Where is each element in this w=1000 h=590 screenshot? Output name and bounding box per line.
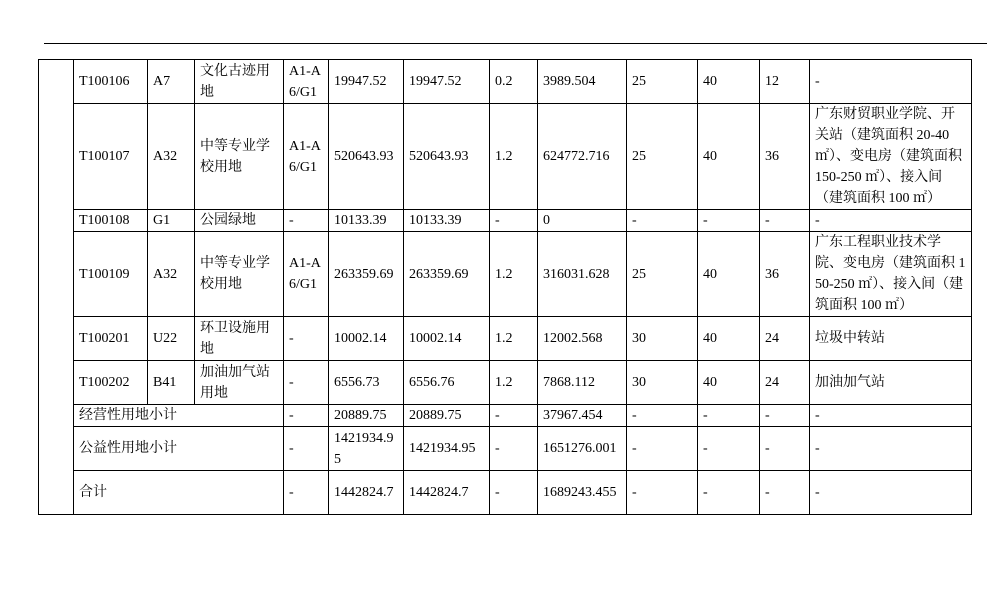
table-cell: -	[810, 471, 972, 515]
table-cell: 40	[698, 60, 760, 104]
table-cell: 广东工程职业技术学院、变电房（建筑面积 150-250 ㎡）、接入间（建筑面积 100 ㎡）	[810, 232, 972, 317]
table-cell: -	[810, 210, 972, 232]
table-cell: 19947.52	[329, 60, 404, 104]
table-cell: 40	[698, 317, 760, 361]
table-cell: T100202	[74, 361, 148, 405]
table-cell: 10133.39	[329, 210, 404, 232]
table-cell: -	[760, 471, 810, 515]
summary-row	[39, 405, 972, 427]
table-cell: 10002.14	[329, 317, 404, 361]
table-row	[39, 60, 972, 104]
table-cell: 加油加气站用地	[195, 361, 284, 405]
table-cell: 中等专业学校用地	[195, 104, 284, 210]
table-cell: 1421934.95	[404, 427, 490, 471]
table-cell: 公园绿地	[195, 210, 284, 232]
table-cell: 广东财贸职业学院、开关站（建筑面积 20-40 ㎡）、变电房（建筑面积 150-250 ㎡）、接入间（建筑面积 100 ㎡）	[810, 104, 972, 210]
table-cell: 520643.93	[329, 104, 404, 210]
table-cell: -	[627, 471, 698, 515]
table-cell: 316031.628	[538, 232, 627, 317]
table-cell: 10002.14	[404, 317, 490, 361]
table-cell: -	[760, 210, 810, 232]
table-cell: 20889.75	[329, 405, 404, 427]
table-cell: -	[627, 210, 698, 232]
table-cell: 文化古迹用地	[195, 60, 284, 104]
table-cell: 520643.93	[404, 104, 490, 210]
table-cell: -	[810, 405, 972, 427]
table-cell: 7868.112	[538, 361, 627, 405]
table-cell: 40	[698, 232, 760, 317]
table-cell: 40	[698, 361, 760, 405]
table-cell: B41	[148, 361, 195, 405]
table-cell: 经营性用地小计	[74, 405, 284, 427]
table-cell: 公益性用地小计	[74, 427, 284, 471]
table-cell: 25	[627, 104, 698, 210]
table-body	[39, 60, 972, 515]
table-cell: T100106	[74, 60, 148, 104]
table-cell: 6556.73	[329, 361, 404, 405]
table-cell: 0.2	[490, 60, 538, 104]
table-cell: -	[284, 317, 329, 361]
table-cell: G1	[148, 210, 195, 232]
table-cell: -	[627, 405, 698, 427]
table-cell: 24	[760, 361, 810, 405]
table-cell: A1-A6/G1	[284, 104, 329, 210]
table-row	[39, 210, 972, 232]
table-cell: 624772.716	[538, 104, 627, 210]
table-cell: 19947.52	[404, 60, 490, 104]
table-cell: 10133.39	[404, 210, 490, 232]
table-cell: -	[627, 427, 698, 471]
table-cell: 1.2	[490, 232, 538, 317]
table-row	[39, 232, 972, 317]
header-rule	[44, 43, 987, 44]
table-cell: 环卫设施用地	[195, 317, 284, 361]
table-cell: 12002.568	[538, 317, 627, 361]
table-cell: 1689243.455	[538, 471, 627, 515]
table-cell: -	[698, 471, 760, 515]
table-cell: -	[284, 405, 329, 427]
table-cell: 1651276.001	[538, 427, 627, 471]
table-row	[39, 104, 972, 210]
table-cell: T100201	[74, 317, 148, 361]
table-cell: 37967.454	[538, 405, 627, 427]
table-cell: 24	[760, 317, 810, 361]
blank-margin-cell	[39, 60, 74, 515]
table-cell: -	[284, 471, 329, 515]
table-cell: -	[490, 471, 538, 515]
table-cell: 263359.69	[329, 232, 404, 317]
table-cell: 合计	[74, 471, 284, 515]
table-cell: A1-A6/G1	[284, 232, 329, 317]
table-cell: -	[810, 60, 972, 104]
table-cell: 20889.75	[404, 405, 490, 427]
table-cell: -	[490, 210, 538, 232]
table-row	[39, 361, 972, 405]
table-cell: 1.2	[490, 317, 538, 361]
table-cell: -	[698, 427, 760, 471]
table-cell: 1.2	[490, 361, 538, 405]
table-cell: 0	[538, 210, 627, 232]
summary-row	[39, 471, 972, 515]
table-cell: -	[490, 405, 538, 427]
table-cell: 12	[760, 60, 810, 104]
table-cell: 263359.69	[404, 232, 490, 317]
table-cell: 25	[627, 232, 698, 317]
table-cell: -	[760, 427, 810, 471]
table-cell: -	[490, 427, 538, 471]
summary-row	[39, 427, 972, 471]
table-cell: 3989.504	[538, 60, 627, 104]
table-cell: 1442824.7	[404, 471, 490, 515]
table-cell: A32	[148, 232, 195, 317]
table-cell: 垃圾中转站	[810, 317, 972, 361]
table-cell: 1.2	[490, 104, 538, 210]
table-cell: 25	[627, 60, 698, 104]
table-cell: -	[284, 361, 329, 405]
table-cell: 30	[627, 317, 698, 361]
table-cell: -	[810, 427, 972, 471]
table-cell: T100108	[74, 210, 148, 232]
table-cell: -	[284, 427, 329, 471]
table-cell: 1421934.95	[329, 427, 404, 471]
table-cell: -	[698, 210, 760, 232]
table-cell: -	[284, 210, 329, 232]
table-cell: A32	[148, 104, 195, 210]
table-cell: T100107	[74, 104, 148, 210]
table-row	[39, 317, 972, 361]
table-cell: U22	[148, 317, 195, 361]
table-cell: -	[698, 405, 760, 427]
table-cell: 30	[627, 361, 698, 405]
table-cell: A7	[148, 60, 195, 104]
table-cell: T100109	[74, 232, 148, 317]
table-cell: 1442824.7	[329, 471, 404, 515]
land-use-table	[38, 59, 972, 515]
table-cell: 40	[698, 104, 760, 210]
table-cell: -	[760, 405, 810, 427]
table-cell: 36	[760, 232, 810, 317]
table-cell: 加油加气站	[810, 361, 972, 405]
table-cell: 6556.76	[404, 361, 490, 405]
table-cell: A1-A6/G1	[284, 60, 329, 104]
table-cell: 中等专业学校用地	[195, 232, 284, 317]
table-cell: 36	[760, 104, 810, 210]
